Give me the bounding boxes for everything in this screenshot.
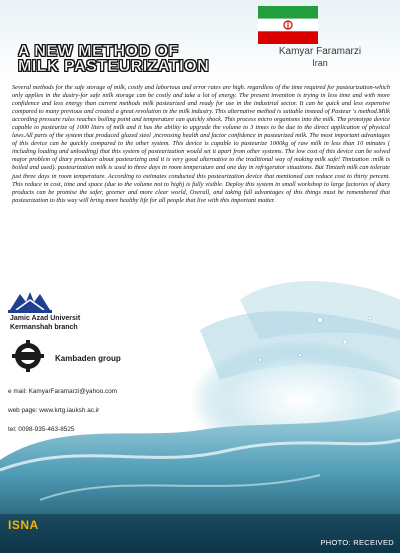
photo-credit: PHOTO: RECEIVED: [320, 538, 394, 547]
abstract-text: Several methods for the safe storage of milk, costly and laborious and error rates are high. regardless of the time required for pasteurization-which only applies in the dustry-for safe milk storage can be costly and take a lot of energy. The present invention is trying in less time and with more confidence and less energy than current methods milk pasteurized and ready for use in the industrial sector. It can be quick and less expensive compared to many previous and created a great revolution in the milk industry. This alternative method is suitable instead of Pasteur 's method.Milk according pressure rules reaches boiling point and temperature can quickly shock. This process micro organisms into the milk. The prototype device capable to pasteurize of 1000 liters of milk and it has the ability to upgrade the volume to 3 times to be due to the direct application of physical laws.All parts of the system that produced glazed steel ,increasing health and factor confidence in pasteurized milk. The most important advantages of this device can be quickly compared to the other system. This device is capable to pasteurize 1000kg of raw milk in less than 10 minutes ( including loading and unloading) that this system of pasteurization would set it apart from other systems. The low cost of this device can be solved major problem of diary producer about pasteurizing and it is very good alternative to the traditional way of making milk safe! Timization :milk is boiled and used). pasteurization milk is used to three days in room temperature and one day in refrigerator situations. But Timizeh milk can tolerate just three days in room temperature. According to estimates conducted this pasteurization device that mentioned can reduce cost to thirty percent. This reduce in cost, time and space (due to the volume not to high) is fully visible. Deploy this system in small workshop to large factories of diary products can be promise the safer, greener and more clear world, Overall, and taking full advantages of this things must be remembered that pasteurization to this way will bring more healthy life for all people that live with this important matter.: [12, 84, 390, 204]
iran-flag-icon: [258, 6, 318, 44]
poster-title: [18, 44, 248, 74]
author-name: Kamyar Faramarzi: [278, 46, 362, 57]
contact-email: e mail: KamyarFaramarzi@yahoo.com: [8, 388, 118, 395]
contact-tel: tel: 0098-935-463-8525: [8, 426, 75, 433]
azad-line-1: Jamic Azad Universit: [10, 315, 81, 322]
azad-university-label: [10, 314, 80, 332]
flag-caption: [240, 46, 400, 69]
contact-web: web page: www.krtg.iauksh.ac.ir: [8, 407, 100, 414]
azad-university-logo-icon: [8, 288, 52, 314]
title-line-1: A NEW METHOD OF: [18, 43, 179, 60]
kambaden-group-label: Kambaden group: [55, 354, 121, 363]
azad-line-2: Kermanshah branch: [10, 324, 78, 331]
contact-info: [8, 388, 228, 445]
isna-logo: ISNA: [8, 518, 39, 532]
title-line-2: MILK PASTEURIZATION: [18, 58, 210, 75]
author-country: Iran: [312, 58, 328, 68]
kambaden-gear-logo-icon: [6, 340, 50, 372]
